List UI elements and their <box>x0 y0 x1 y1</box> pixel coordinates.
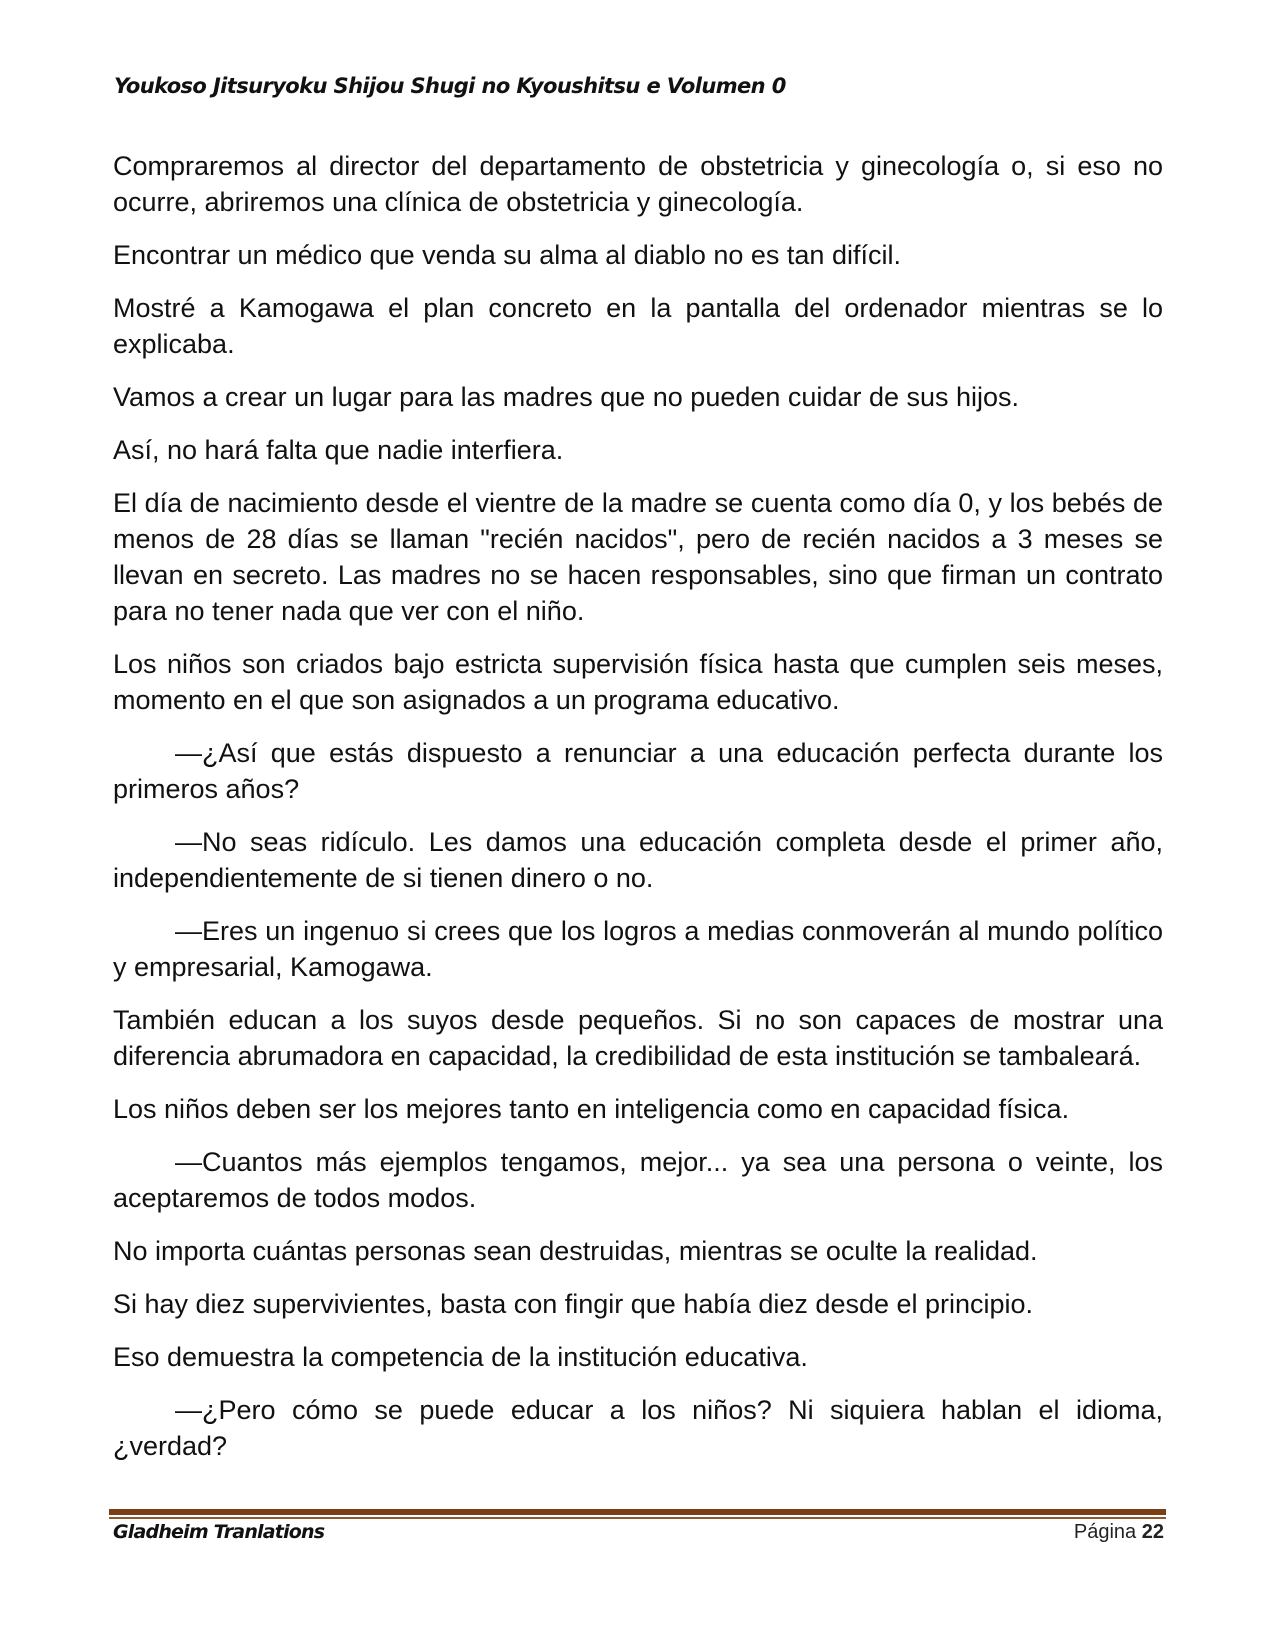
paragraph: Encontrar un médico que venda su alma al diablo no es tan difícil. <box>113 240 901 270</box>
paragraph: Los niños son criados bajo estricta supervisión física hasta que cumplen seis meses, momento en el que son asignados a un programa educativo. <box>113 649 1163 715</box>
page-label: Página <box>1073 1521 1137 1543</box>
page-number-value: 22 <box>1141 1521 1164 1543</box>
footer-publisher: Gladheim Tranlations <box>113 1521 325 1543</box>
paragraph: Eso demuestra la competencia de la institución educativa. <box>113 1342 808 1372</box>
running-header: Youkoso Jitsuryoku Shijou Shugi no Kyoushitsu e Volumen 0 <box>114 74 786 98</box>
dialog-paragraph: —¿Así que estás dispuesto a renunciar a una educación perfecta durante los primeros años? <box>113 738 1163 804</box>
paragraph: Vamos a crear un lugar para las madres que no pueden cuidar de sus hijos. <box>113 382 1020 412</box>
paragraph: No importa cuántas personas sean destruidas, mientras se oculte la realidad. <box>113 1236 1038 1266</box>
footer-divider-thin <box>109 1517 1166 1519</box>
dialog-paragraph: —No seas ridículo. Les damos una educación completa desde el primer año, independientemente de si tienen dinero o no. <box>113 827 1163 893</box>
paragraph: Si hay diez supervivientes, basta con fingir que había diez desde el principio. <box>113 1289 1034 1319</box>
page-number <box>1074 1521 1164 1544</box>
paragraph: Compraremos al director del departamento de obstetricia y ginecología o, si eso no ocurre, abriremos una clínica de obstetricia y ginecología. <box>113 151 1163 217</box>
paragraph: Los niños deben ser los mejores tanto en inteligencia como en capacidad física. <box>113 1094 1070 1124</box>
dialog-paragraph: —¿Pero cómo se puede educar a los niños? Ni siquiera hablan el idioma, ¿verdad? <box>113 1395 1163 1461</box>
dialog-paragraph: —Cuantos más ejemplos tengamos, mejor... ya sea una persona o veinte, los aceptaremos de todos modos. <box>113 1147 1163 1213</box>
body-text <box>113 148 1163 1481</box>
footer-divider <box>109 1509 1166 1515</box>
paragraph: Así, no hará falta que nadie interfiera. <box>113 435 564 465</box>
paragraph: Mostré a Kamogawa el plan concreto en la pantalla del ordenador mientras se lo explicaba. <box>113 293 1163 359</box>
paragraph: También educan a los suyos desde pequeños. Si no son capaces de mostrar una diferencia abrumadora en capacidad, la credibilidad de esta institución se tambaleará. <box>113 1005 1163 1071</box>
paragraph: El día de nacimiento desde el vientre de la madre se cuenta como día 0, y los bebés de menos de 28 días se llaman "recién nacidos", pero de recién nacidos a 3 meses se llevan en secreto. Las madres no se hacen responsables, sino que firman un contrato para no tener nada que ver con el niño. <box>113 488 1163 626</box>
dialog-paragraph: —Eres un ingenuo si crees que los logros a medias conmoverán al mundo político y empresarial, Kamogawa. <box>113 916 1163 982</box>
